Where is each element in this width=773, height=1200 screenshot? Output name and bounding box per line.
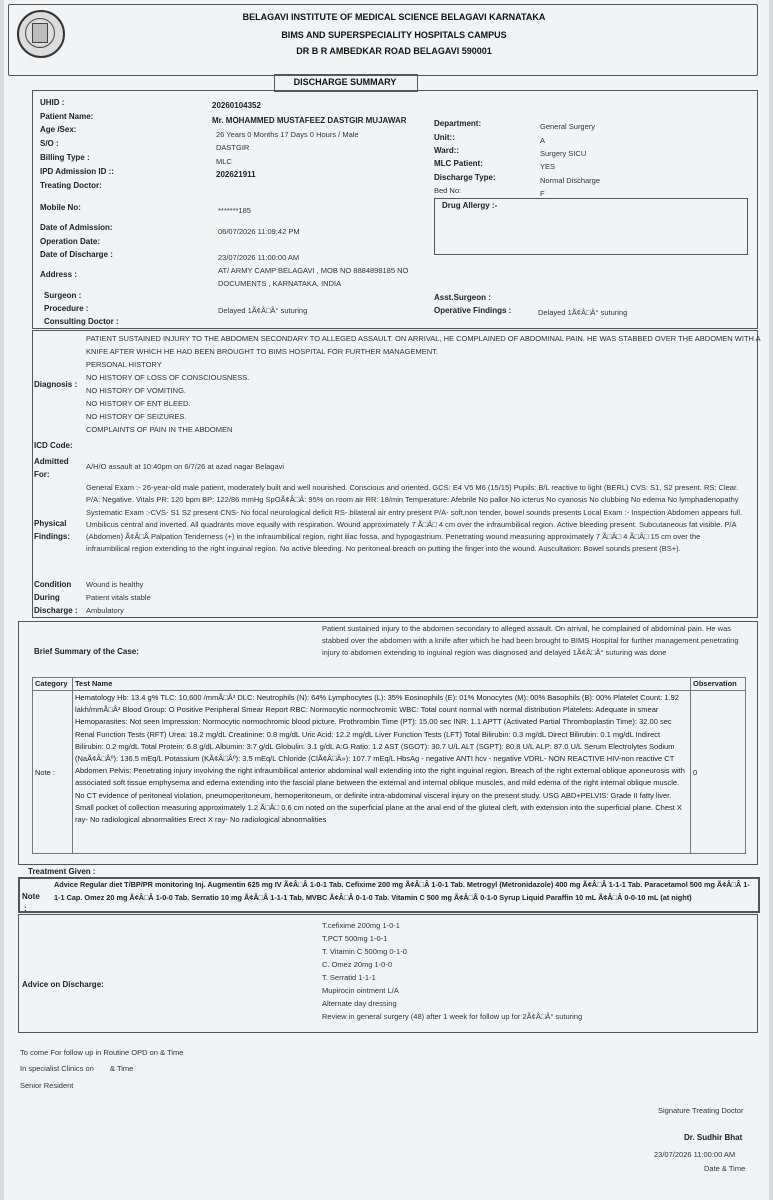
diagnosis-label: Diagnosis :	[34, 380, 78, 389]
doctor-name: Dr. Sudhir Bhat	[684, 1133, 743, 1142]
discharge-date-value: 23/07/2026 11:00:00 AM	[218, 253, 300, 262]
treatment-note-label: Note	[22, 892, 40, 901]
age-sex-label: Age /Sex:	[40, 125, 77, 134]
consulting-doctor-label: Consulting Doctor :	[44, 317, 119, 326]
specialist-clinic-text: In specialist Clinics on	[20, 1064, 94, 1073]
billing-type-label: Billing Type :	[40, 153, 90, 162]
diagnosis-line-4: NO HISTORY OF LOSS OF CONSCIOUSNESS.	[86, 373, 250, 382]
test-name-header: Test Name	[73, 678, 691, 691]
uhid-label: UHID :	[40, 98, 65, 107]
condition-label-1: Condition	[34, 580, 72, 589]
condition-value-3: Ambulatory	[86, 606, 124, 615]
age-sex-value: 26 Years 0 Months 17 Days 0 Hours / Male	[216, 130, 359, 139]
condition-label-3: Discharge :	[34, 606, 78, 615]
test-name-cell: Hematology Hb: 13.4 g% TLC: 10,600 /mmÃ□Â³ DLC: Neutrophils (N): 64% Lymphocytes (L): 35% Eosinophils (E): 01% Monocytes (M): 00% Basophils (B): 00% Platelet Count: 1.92 lakh/mmÃ□Â³ Blood Group: O Positive Peripheral Smear Report RBC: Normocytic normochromic WBC: Total count normal with normal distribution Platelets: Adequate in smear Hemoparasites: Not seen Impression: Normocytic normochromic blood picture. Prothrombin Time (PT): 15.00 sec INR: 1.1 APTT (Activated Partial Thromboplastin Time): 32.00 sec Renal Function Tests (RFT) Urea: 18.2 mg/dL Creatinine: 0.8 mg/dL Uric Acid: 12.2 mg/dL Liver Function Tests (LFT) Total Bilirubin: 0.3 mg/dL Direct Bilirubin: 0.1 mg/dL Indirect Bilirubin: 0.2 mg/dL Total Protein: 6.8 g/dL Albumin: 3.7 g/dL Globulin: 3.1 g/dL A:G Ratio: 1.2 AST (SGOT): 30.7 U/L ALT (SGPT): 80.8 U/L ALP: 87.0 U/L Serum Electrolytes Sodium (NaÃ¢Â□Âº): 136.5 mEq/L Potassium (KÃ¢Â□Âº): 3.5 mEq/L Chloride (ClÃ¢Â□Â»): 107.7 mEq/L HbsAg - negative ANTI hcv - negative VDRL- NON REACTIVE HIV-non reactive CT Abdomen Pelvis: Penetrating injury involving the right infraumbilical anterior abdominal wall extending into the right inguinal region. Breach of the right external oblique aponeurosis with associated soft tissue emphysema and edema extending into the fascial plane between the external and internal oblique muscles, and mild edema of the right internal oblique muscle. No CT evidence of peritoneal violation, pneumoperitoneum, hemoperitoneum, or definite intra-abdominal visceral injury on the present study. USG ABD+PELVIS: Grade II fatty liver. Small pocket of collection measuring approximately 1.2 Ã□Â□ 0.6 cm noted on the superficial plane at the anal end of the gluteal cleft, with extension into the superficial plane. Chest X ray- No radiological abnormalities Erect X ray- No radiological abnormalities	[73, 691, 691, 854]
operative-findings-value: Delayed 1Ã¢Â□Â° suturing	[538, 308, 628, 317]
category-header: Category	[33, 678, 73, 691]
icd-code-label: ICD Code:	[34, 441, 73, 450]
discharge-type-label: Discharge Type:	[434, 173, 496, 182]
senior-resident-label: Senior Resident	[20, 1081, 74, 1090]
so-label: S/O :	[40, 139, 59, 148]
admitted-for-label-2: For:	[34, 470, 50, 479]
observation-header: Observation	[691, 678, 746, 691]
address-line-2: DOCUMENTS , KARNATAKA, INDIA	[218, 279, 342, 288]
discharge-summary-page	[4, 0, 769, 1200]
brief-summary-text: Patient sustained injury to the abdomen secondary to alleged assault. On arrival, he complained of abdominal pain. He was stabbed over the abdomen with a knife after which he had been brought to BIMS Hospital for further management.penetrating injury to abdomen extending to inguinal region was diagnosed and delayed 1Ã¢Â□Â° suturing was done	[322, 624, 739, 657]
brief-summary-label: Brief Summary of the Case:	[34, 647, 139, 656]
mobile-label: Mobile No:	[40, 203, 81, 212]
signature-label: Signature Treating Doctor	[658, 1106, 744, 1115]
physical-findings-text: General Exam :- 26-year-old male patient, moderately built and well nourished. Conscious and oriented. GCS: E4 V5 M6 (15/15) Pupils: B/L reactive to light (BERL) CVS: S1, S2 present. RS: Clear. P/A: Negative. Vitals PR: 120 bpm BP: 122/86 mmHg SpOÃ¢Â□Â: 95% on room air RR: 18/min Temperature: Afebrile No pallor No icterus No cyanosis No clubbing No edema No lymphadenopathy Systematic Exam :-CVS- S1 S2 present CNS- No focal neurological deficit RS- bilateral air entry present P/A- soft,non tender, bowel sounds presents Local Exam :- Inspection Abdomen appears full. Umbilicus central and inverted. All quadrants move equally with respiration. Wound approximately 7 Ã□Â□ 4 cm over the infraumbilical region. Active bleeding present. Subcutaneous fat visible. P/A (Abdomen) Ã¢Â□Â Palpation Tenderness (+) in the infraumbilical region, right iliac fossa, and hypogastrium. Penetrating wound measuring approximately 7 Ã□Â□ 4 Ã□Â□ 15 cm over the infraumbilical region extending to the right inguinal region. No active bleeding. No peritoneal breach on putting the finger into the wound. Auscultation: Bowel sounds present (BS+).	[86, 483, 743, 554]
diagnosis-line-3: PERSONAL HISTORY	[86, 360, 162, 369]
ipd-id-value: 202621911	[216, 170, 256, 179]
ward-label: Ward::	[434, 146, 460, 155]
table-row	[33, 691, 746, 854]
observation-cell: 0	[691, 691, 746, 854]
uhid-value: 20260104352	[212, 101, 261, 110]
investigations-table	[32, 677, 746, 854]
category-cell: Note :	[33, 691, 73, 854]
list-item: T. Serratid 1-1-1	[322, 973, 376, 982]
treatment-note-colon: :	[24, 904, 27, 913]
patient-name-value: Mr. MOHAMMED MUSTAFEEZ DASTGIR MUJAWAR	[212, 116, 407, 125]
operative-findings-label: Operative Findings :	[434, 306, 512, 315]
treatment-text: Advice Regular diet T/BP/PR monitoring Inj. Augmentin 625 mg IV Ã¢Â□Â 1-0-1 Tab. Cefixime 200 mg Ã¢Â□Â 1-0-1 Tab. Metrogyl (Metronidazole) 400 mg Ã¢Â□Â 1-1-1 Tab. Paracetamol 500 mg Ã¢Â□Â 1-1-1 Cap. Omez 20 mg Ã¢Â□Â 1-0-0 Tab. Serratio 10 mg Ã¢Â□Â 1-1-1 Tab. MVBC Ã¢Â□Â 0-1-0 Tab. Vitamin C 500 mg Ã¢Â□Â 0-1-0 Syrup Liquid Paraffin 10 mL Ã¢Â□Â 0-0-10 mL (at night)	[54, 880, 750, 902]
list-item: Review in general surgery (48) after 1 week for follow up for 2Ã¢Â□Â° suturing	[322, 1012, 583, 1021]
address-label: Address :	[40, 270, 77, 279]
patient-name-label: Patient Name:	[40, 112, 94, 121]
unit-value: A	[540, 136, 546, 145]
physical-findings-label-2: Findings:	[34, 532, 70, 541]
condition-value-1: Wound is healthy	[86, 580, 144, 589]
diagnosis-line-2: KNIFE AFTER WHICH HE HAD BEEN BROUGHT TO BIMS HOSPITAL FOR FURTHER MANAGEMENT.	[86, 347, 438, 356]
institute-address: DR B R AMBEDKAR ROAD BELAGAVI 590001	[296, 46, 492, 56]
follow-up-text: To come For follow up in Routine OPD on & Time	[20, 1048, 184, 1057]
drug-allergy-label: Drug Allergy :-	[442, 201, 498, 210]
list-item: T. Vitamin C 500mg 0-1-0	[322, 947, 407, 956]
list-item: Mupirocin ointment L/A	[322, 986, 399, 995]
institute-logo-icon	[17, 10, 65, 58]
discharge-type-value: Normal Discharge	[540, 176, 601, 185]
specialist-clinic-time: & Time	[110, 1064, 134, 1073]
signature-datetime: 23/07/2026 11:00:00 AM	[654, 1150, 736, 1159]
bed-no-label: Bed No:	[434, 186, 462, 195]
institute-name: BELAGAVI INSTITUTE OF MEDICAL SCIENCE BELAGAVI KARNATAKA	[242, 12, 546, 22]
diagnosis-line-7: NO HISTORY OF SEIZURES.	[86, 412, 187, 421]
diagnosis-line-1: PATIENT SUSTAINED INJURY TO THE ABDOMEN SECONDARY TO ALLEGED ASSAULT. ON ARRIVAL, HE COMPLAINED OF ABDOMINAL PAIN. HE WAS STABBED OVER THE ABDOMEN WITH A	[86, 334, 761, 343]
treatment-given-label: Treatment Given :	[28, 867, 96, 876]
surgeon-label: Surgeon :	[44, 291, 82, 300]
department-value: General Surgery	[540, 122, 596, 131]
unit-label: Unit::	[434, 133, 455, 142]
admission-date-value: 06/07/2026 11:09:42 PM	[218, 227, 300, 236]
admission-date-label: Date of Admission:	[40, 223, 113, 232]
date-time-label: Date & Time	[704, 1164, 746, 1173]
condition-label-2: During	[34, 593, 60, 602]
diagnosis-line-6: NO HISTORY OF ENT BLEED.	[86, 399, 191, 408]
treating-doctor-label: Treating Doctor:	[40, 181, 102, 190]
diagnosis-line-5: NO HISTORY OF VOMITING.	[86, 386, 187, 395]
so-value: DASTGIR	[216, 143, 250, 152]
condition-value-2: Patient vitals stable	[86, 593, 151, 602]
list-item: C. Omez 20mg 1-0-0	[322, 960, 393, 969]
advice-list	[322, 921, 582, 1025]
advice-label: Advice on Discharge:	[22, 980, 104, 989]
campus-name: BIMS AND SUPERSPECIALITY HOSPITALS CAMPUS	[281, 30, 507, 40]
table-header-row	[33, 678, 746, 691]
list-item: Alternate day dressing	[322, 999, 397, 1008]
procedure-label: Procedure :	[44, 304, 89, 313]
admitted-for-label-1: Admitted	[34, 457, 69, 466]
address-line-1: AT/ ARMY CAMP BELAGAVI , MOB NO 8884898185 NO	[218, 266, 409, 275]
discharge-date-label: Date of Discharge :	[40, 250, 113, 259]
page-title: DISCHARGE SUMMARY	[293, 77, 397, 87]
list-item: T.PCT 500mg 1-0-1	[322, 934, 388, 943]
department-label: Department:	[434, 119, 482, 128]
ward-value: Surgery SICU	[540, 149, 587, 158]
list-item: T.cefixime 200mg 1-0-1	[322, 921, 400, 930]
physical-findings-label-1: Physical	[34, 519, 67, 528]
procedure-value: Delayed 1Ã¢Â□Â° suturing	[218, 306, 308, 315]
diagnosis-line-8: COMPLAINTS OF PAIN IN THE ABDOMEN	[86, 425, 233, 434]
ipd-id-label: IPD Admission ID ::	[40, 167, 114, 176]
asst-surgeon-label: Asst.Surgeon :	[434, 293, 491, 302]
operation-date-label: Operation Date:	[40, 237, 101, 246]
bed-no-value: F	[540, 189, 545, 198]
mobile-value: *******185	[218, 206, 251, 215]
admitted-for-value: A/H/O assault at 10:40pm on 6/7/26 at azad nagar Belagavi	[86, 462, 285, 471]
mlc-patient-label: MLC Patient:	[434, 159, 483, 168]
billing-type-value: MLC	[216, 157, 232, 166]
mlc-patient-value: YES	[540, 162, 556, 171]
